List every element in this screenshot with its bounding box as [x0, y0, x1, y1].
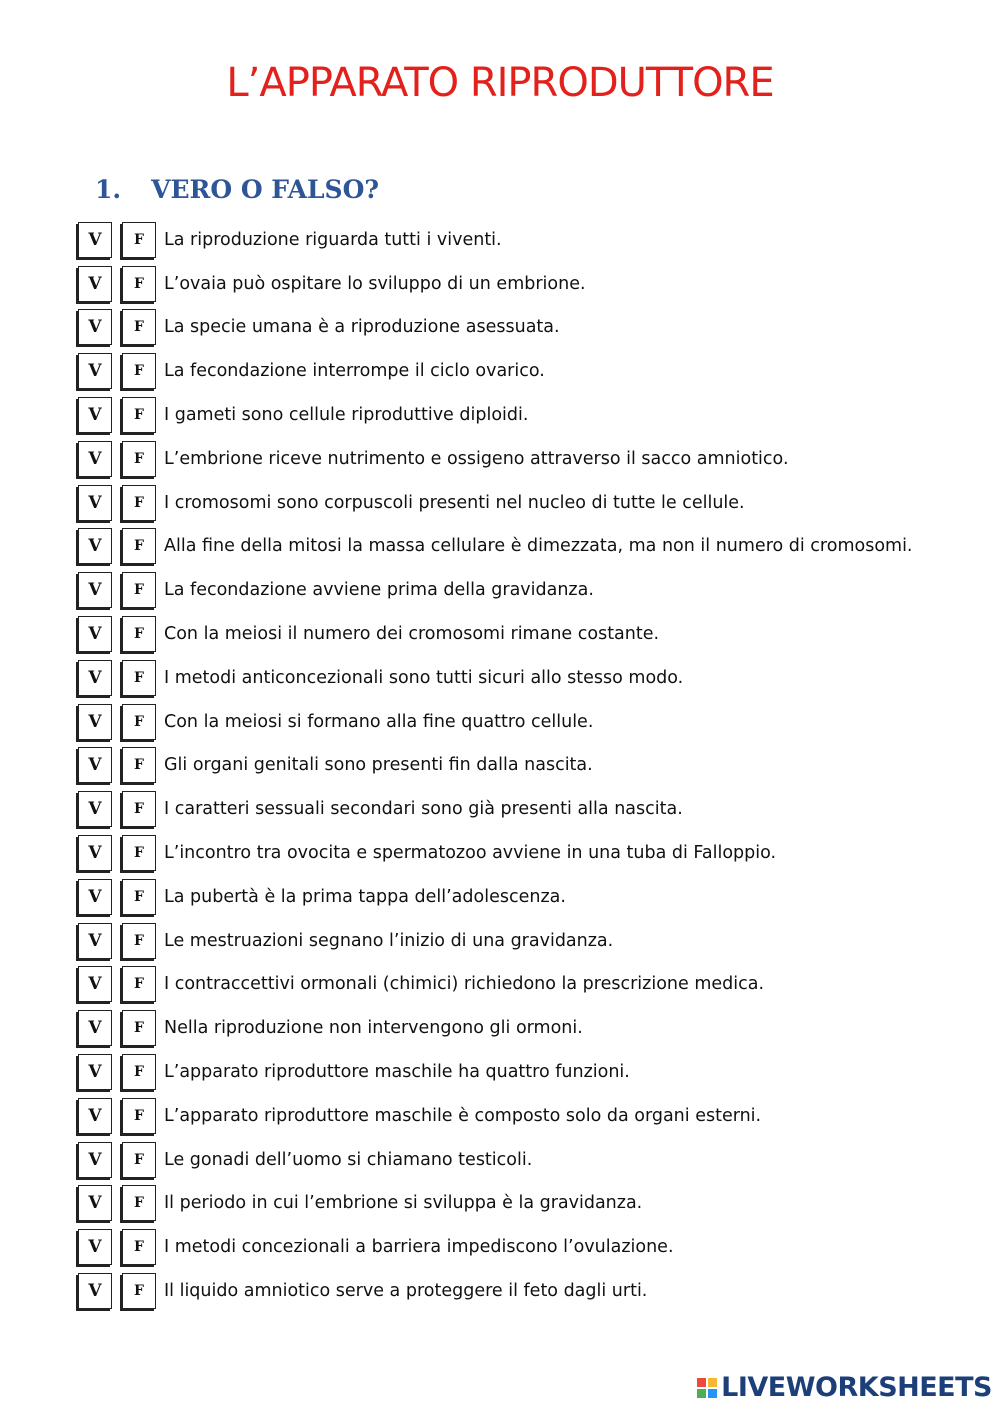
true-checkbox[interactable]: V [78, 485, 112, 521]
statement-text: I contraccettivi ormonali (chimici) richiedono la prescrizione medica. [164, 974, 765, 995]
statement-text: I gameti sono cellule riproduttive diploidi. [164, 405, 529, 426]
statement-text: I metodi anticoncezionali sono tutti sicuri allo stesso modo. [164, 667, 684, 688]
statement-row [78, 700, 978, 744]
statement-row [78, 393, 978, 437]
false-checkbox[interactable]: F [122, 791, 156, 827]
true-checkbox[interactable]: V [78, 397, 112, 433]
true-checkbox[interactable]: V [78, 441, 112, 477]
false-checkbox[interactable]: F [122, 835, 156, 871]
false-checkbox[interactable]: F [122, 660, 156, 696]
true-checkbox[interactable]: V [78, 791, 112, 827]
false-checkbox[interactable]: F [122, 747, 156, 783]
statement-row [78, 525, 978, 569]
statement-row [78, 831, 978, 875]
true-checkbox[interactable]: V [78, 616, 112, 652]
statement-text: La pubertà è la prima tappa dell’adolescenza. [164, 886, 566, 907]
false-checkbox[interactable]: F [122, 1010, 156, 1046]
statement-row [78, 1225, 978, 1269]
statement-list [78, 218, 978, 1313]
false-checkbox[interactable]: F [122, 879, 156, 915]
true-checkbox[interactable]: V [78, 309, 112, 345]
statement-text: Le gonadi dell’uomo si chiamano testicoli. [164, 1149, 533, 1170]
logo-square [708, 1389, 717, 1398]
false-checkbox[interactable]: F [122, 397, 156, 433]
false-checkbox[interactable]: F [122, 923, 156, 959]
statement-row [78, 1050, 978, 1094]
statement-row [78, 1138, 978, 1182]
statement-text: Il periodo in cui l’embrione si sviluppa è la gravidanza. [164, 1193, 643, 1214]
statement-row [78, 218, 978, 262]
statement-text: I caratteri sessuali secondari sono già presenti alla nascita. [164, 799, 683, 820]
statement-row [78, 481, 978, 525]
true-checkbox[interactable]: V [78, 1273, 112, 1309]
false-checkbox[interactable]: F [122, 616, 156, 652]
statement-text: Alla fine della mitosi la massa cellulare è dimezzata, ma non il numero di cromosomi. [164, 536, 913, 557]
statement-text: Le mestruazioni segnano l’inizio di una gravidanza. [164, 930, 614, 951]
statement-text: Gli organi genitali sono presenti fin dalla nascita. [164, 755, 593, 776]
statement-row [78, 656, 978, 700]
false-checkbox[interactable]: F [122, 309, 156, 345]
statement-text: Nella riproduzione non intervengono gli ormoni. [164, 1018, 583, 1039]
statement-row [78, 306, 978, 350]
true-checkbox[interactable]: V [78, 923, 112, 959]
true-checkbox[interactable]: V [78, 704, 112, 740]
false-checkbox[interactable]: F [122, 1273, 156, 1309]
false-checkbox[interactable]: F [122, 353, 156, 389]
statement-text: I cromosomi sono corpuscoli presenti nel nucleo di tutte le cellule. [164, 492, 745, 513]
true-checkbox[interactable]: V [78, 879, 112, 915]
statement-text: Con la meiosi il numero dei cromosomi rimane costante. [164, 624, 660, 645]
statement-row [78, 744, 978, 788]
true-checkbox[interactable]: V [78, 1010, 112, 1046]
statement-row [78, 437, 978, 481]
false-checkbox[interactable]: F [122, 222, 156, 258]
section-number: 1. [95, 175, 122, 204]
logo-square [708, 1378, 717, 1387]
statement-row [78, 262, 978, 306]
statement-text: La riproduzione riguarda tutti i viventi. [164, 229, 502, 250]
liveworksheets-logo [697, 1372, 992, 1403]
true-checkbox[interactable]: V [78, 966, 112, 1002]
statement-row [78, 963, 978, 1007]
true-checkbox[interactable]: V [78, 1054, 112, 1090]
statement-text: La specie umana è a riproduzione asessuata. [164, 317, 560, 338]
true-checkbox[interactable]: V [78, 528, 112, 564]
false-checkbox[interactable]: F [122, 966, 156, 1002]
true-checkbox[interactable]: V [78, 1142, 112, 1178]
true-checkbox[interactable]: V [78, 1098, 112, 1134]
false-checkbox[interactable]: F [122, 528, 156, 564]
statement-row [78, 875, 978, 919]
statement-row [78, 1006, 978, 1050]
statement-row [78, 1269, 978, 1313]
true-checkbox[interactable]: V [78, 835, 112, 871]
statement-row [78, 612, 978, 656]
logo-text: LIVEWORKSHEETS [721, 1372, 992, 1403]
statement-row [78, 919, 978, 963]
false-checkbox[interactable]: F [122, 1098, 156, 1134]
statement-row [78, 787, 978, 831]
statement-text: La fecondazione interrompe il ciclo ovarico. [164, 361, 545, 382]
page-title: L’APPARATO RIPRODUTTORE [226, 60, 774, 106]
false-checkbox[interactable]: F [122, 441, 156, 477]
statement-text: L’apparato riproduttore maschile ha quattro funzioni. [164, 1062, 630, 1083]
statement-row [78, 1094, 978, 1138]
statement-row [78, 568, 978, 612]
true-checkbox[interactable]: V [78, 222, 112, 258]
true-checkbox[interactable]: V [78, 747, 112, 783]
statement-text: L’incontro tra ovocita e spermatozoo avviene in una tuba di Falloppio. [164, 843, 777, 864]
logo-square [697, 1378, 706, 1387]
statement-text: La fecondazione avviene prima della gravidanza. [164, 580, 594, 601]
logo-square [697, 1389, 706, 1398]
statement-text: Con la meiosi si formano alla fine quattro cellule. [164, 711, 594, 732]
false-checkbox[interactable]: F [122, 1054, 156, 1090]
liveworksheets-logo-icon [697, 1378, 717, 1398]
true-checkbox[interactable]: V [78, 353, 112, 389]
statement-text: L’ovaia può ospitare lo sviluppo di un embrione. [164, 273, 586, 294]
statement-text: L’apparato riproduttore maschile è composto solo da organi esterni. [164, 1105, 762, 1126]
false-checkbox[interactable]: F [122, 572, 156, 608]
section-title: VERO O FALSO? [151, 175, 380, 204]
statement-text: I metodi concezionali a barriera impediscono l’ovulazione. [164, 1237, 674, 1258]
false-checkbox[interactable]: F [122, 266, 156, 302]
statement-row [78, 349, 978, 393]
true-checkbox[interactable]: V [78, 1229, 112, 1265]
true-checkbox[interactable]: V [78, 1185, 112, 1221]
false-checkbox[interactable]: F [122, 1229, 156, 1265]
true-checkbox[interactable]: V [78, 572, 112, 608]
false-checkbox[interactable]: F [122, 485, 156, 521]
true-checkbox[interactable]: V [78, 660, 112, 696]
false-checkbox[interactable]: F [122, 1142, 156, 1178]
statement-row [78, 1182, 978, 1226]
true-checkbox[interactable]: V [78, 266, 112, 302]
false-checkbox[interactable]: F [122, 704, 156, 740]
section-heading [95, 175, 379, 204]
statement-text: L’embrione riceve nutrimento e ossigeno attraverso il sacco amniotico. [164, 448, 789, 469]
false-checkbox[interactable]: F [122, 1185, 156, 1221]
statement-text: Il liquido amniotico serve a proteggere il feto dagli urti. [164, 1281, 648, 1302]
